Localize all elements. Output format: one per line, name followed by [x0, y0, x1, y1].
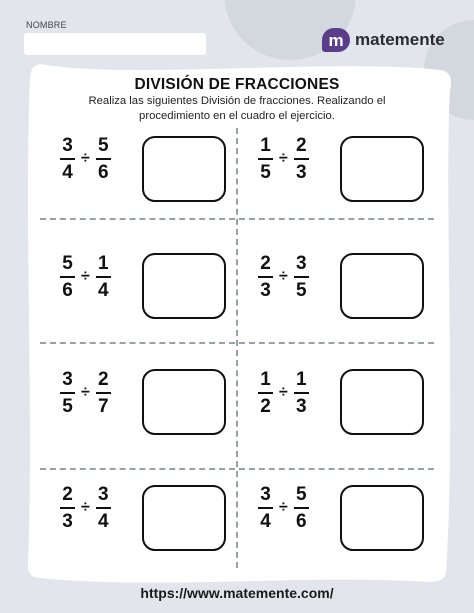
page-title: DIVISIÓN DE FRACCIONES [134, 76, 340, 93]
row-divider [40, 468, 434, 470]
numerator: 2 [97, 368, 109, 390]
fraction-bar [96, 392, 111, 395]
answer-box-6[interactable] [340, 369, 424, 435]
numerator: 3 [260, 483, 271, 505]
fraction-bar [60, 507, 75, 510]
fraction-bar [96, 158, 111, 161]
problem-4 [258, 250, 348, 304]
fraction-dividend [60, 135, 75, 184]
row-divider [40, 218, 434, 220]
numerator: 2 [295, 134, 307, 156]
numerator: 5 [295, 483, 307, 505]
fraction-bar [60, 276, 75, 279]
numerator: 1 [260, 134, 271, 156]
column-divider [236, 128, 238, 568]
fraction-bar [294, 158, 309, 161]
problem-2 [258, 132, 348, 186]
divide-sign: ÷ [81, 150, 90, 167]
numerator: 2 [62, 483, 73, 505]
answer-box-1[interactable] [142, 136, 226, 202]
numerator: 3 [62, 368, 73, 390]
problem-7 [60, 481, 150, 535]
brand [322, 28, 445, 52]
fraction-divisor [294, 484, 309, 533]
name-field[interactable] [24, 33, 206, 55]
fraction-bar [96, 276, 111, 279]
problem-1 [60, 132, 150, 186]
denominator: 5 [260, 162, 271, 184]
denominator: 4 [260, 511, 271, 533]
brand-name: matemente [355, 30, 445, 49]
fraction-dividend [258, 253, 273, 302]
fraction-bar [258, 276, 273, 279]
denominator: 4 [97, 511, 109, 533]
answer-box-3[interactable] [142, 253, 226, 319]
denominator: 5 [62, 396, 73, 418]
divide-sign: ÷ [279, 384, 288, 401]
denominator: 2 [260, 396, 271, 418]
numerator: 3 [295, 252, 307, 274]
divide-sign: ÷ [81, 384, 90, 401]
fraction-dividend [258, 484, 273, 533]
denominator: 3 [295, 396, 307, 418]
problem-6 [258, 366, 348, 420]
denominator: 7 [97, 396, 109, 418]
fraction-divisor [96, 484, 111, 533]
problem-8 [258, 481, 348, 535]
fraction-bar [294, 392, 309, 395]
fraction-bar [258, 507, 273, 510]
answer-box-5[interactable] [142, 369, 226, 435]
fraction-dividend [60, 369, 75, 418]
fraction-divisor [294, 135, 309, 184]
answer-box-4[interactable] [340, 253, 424, 319]
fraction-bar [60, 392, 75, 395]
divide-sign: ÷ [279, 499, 288, 516]
instructions: Realiza las siguientes División de fracciones. Realizando el procedimiento en el cuadro el ejercicio. [88, 95, 386, 122]
fraction-dividend [258, 135, 273, 184]
fraction-bar [60, 158, 75, 161]
numerator: 5 [62, 252, 73, 274]
divide-sign: ÷ [279, 268, 288, 285]
fraction-bar [258, 158, 273, 161]
numerator: 3 [62, 134, 73, 156]
answer-box-7[interactable] [142, 485, 226, 551]
brand-logo-icon: m [322, 28, 350, 52]
denominator: 3 [62, 511, 73, 533]
fraction-divisor [96, 135, 111, 184]
fraction-dividend [60, 484, 75, 533]
divide-sign: ÷ [81, 268, 90, 285]
footer-url[interactable]: https://www.matemente.com/ [140, 585, 334, 601]
fraction-bar [258, 392, 273, 395]
numerator: 1 [260, 368, 271, 390]
fraction-divisor [294, 369, 309, 418]
denominator: 6 [295, 511, 307, 533]
divide-sign: ÷ [279, 150, 288, 167]
denominator: 3 [295, 162, 307, 184]
numerator: 2 [260, 252, 271, 274]
numerator: 1 [97, 252, 109, 274]
fraction-bar [294, 276, 309, 279]
fraction-bar [96, 507, 111, 510]
name-label: NOMBRE [26, 20, 67, 30]
denominator: 6 [97, 162, 109, 184]
denominator: 4 [62, 162, 73, 184]
fraction-divisor [96, 253, 111, 302]
denominator: 5 [295, 280, 307, 302]
denominator: 4 [97, 280, 109, 302]
row-divider [40, 342, 434, 344]
answer-box-8[interactable] [340, 485, 424, 551]
fraction-divisor [294, 253, 309, 302]
divide-sign: ÷ [81, 499, 90, 516]
numerator: 5 [97, 134, 109, 156]
denominator: 3 [260, 280, 271, 302]
problem-3 [60, 250, 150, 304]
numerator: 1 [295, 368, 307, 390]
numerator: 3 [97, 483, 109, 505]
fraction-dividend [258, 369, 273, 418]
answer-box-2[interactable] [340, 136, 424, 202]
problem-5 [60, 366, 150, 420]
fraction-dividend [60, 253, 75, 302]
fraction-divisor [96, 369, 111, 418]
fraction-bar [294, 507, 309, 510]
denominator: 6 [62, 280, 73, 302]
